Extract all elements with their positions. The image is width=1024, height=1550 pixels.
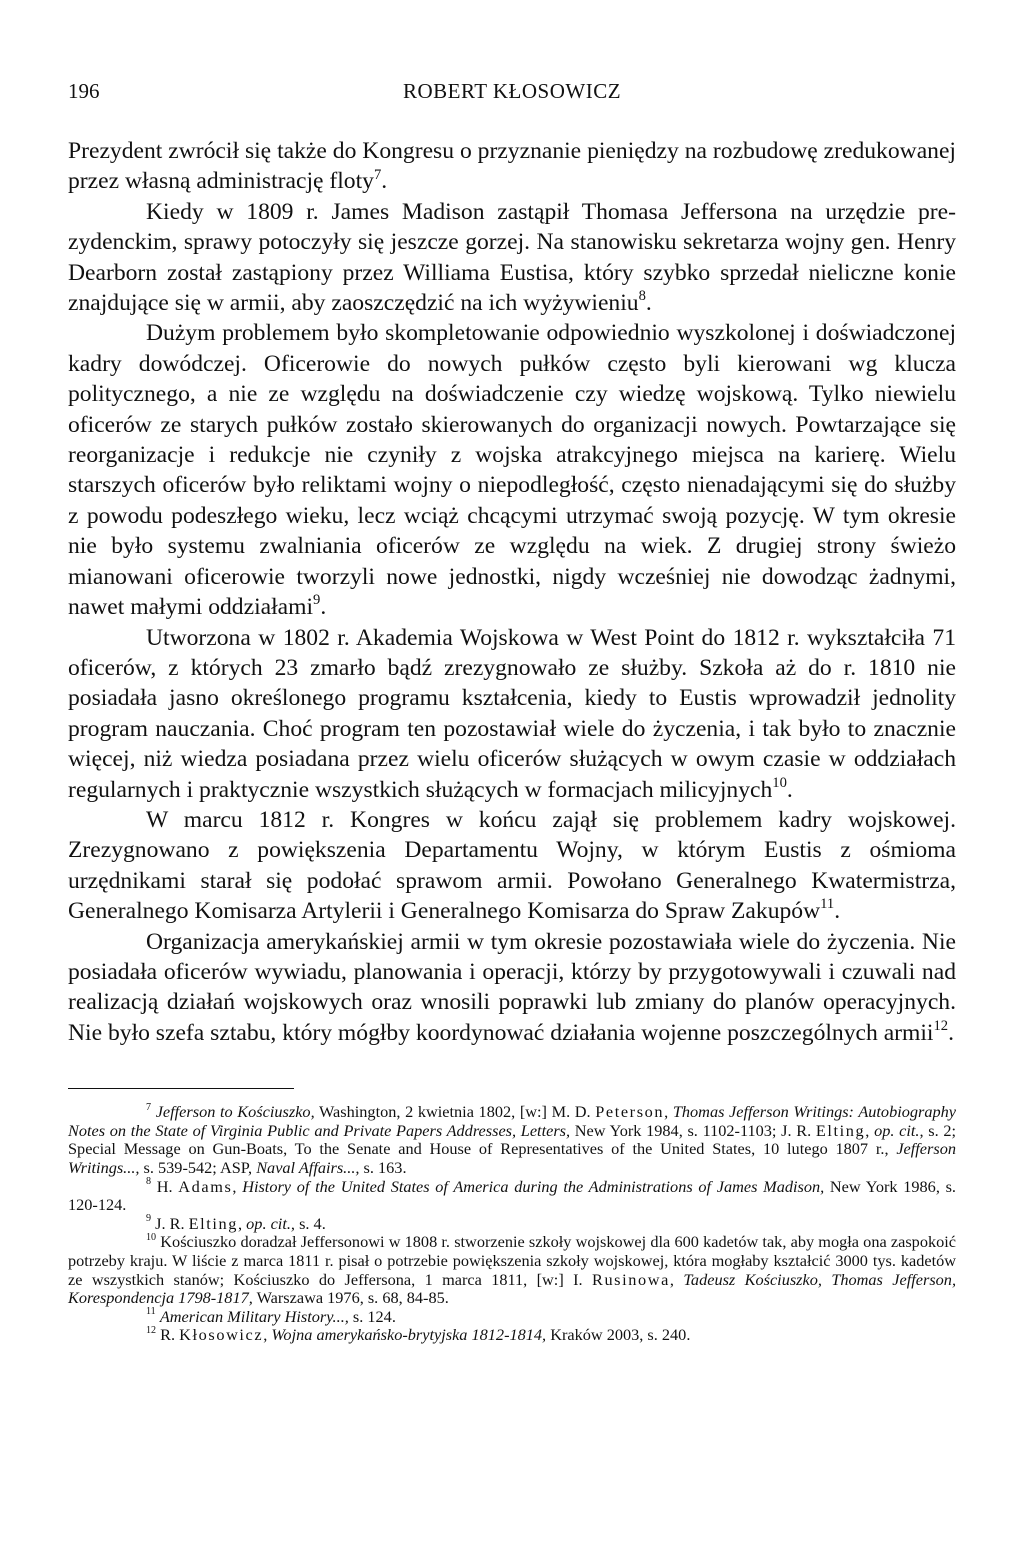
paragraph-3: Dużym problemem było skompletowanie odpowiednio wyszkolonej i doświadczonej kadry dowódczej. Oficerowie do nowych pułków często byli kierowani wg klucza politycznego, a nie ze względu na doświadczenie czy wiedzę wojskową. Tylko niewielu oficerów ze starych pułków zostało skierowanych do organizacji nowych. Powtarzające się reorganizacje i redukcje nie czyniły z wojska atrakcyjnego miejsca na karierę. Wielu starszych oficerów było reliktami wojny o niepodległość, często nienadającymi się do służby z powodu podeszłego wieku, lecz wciąż chcącymi utrzymać swoją pozycję. W tym okresie nie było systemu zwalniania oficerów ze względu na wiek. Z drugiej strony świeżo mianowani oficerowie tworzyli nowe jednostki, nigdy wcześniej nie dowodząc żadnymi, nawet małymi oddziałami$^9$. xyxy=(68,320,956,621)
footnote-ref-11: 11 xyxy=(820,896,835,913)
paragraph-5: W marcu 1812 r. Kongres w końcu zajął się problemem kadry wojskowej. Zrezygnowano z powiększenia Departamentu Wojny, w którym Eustis z ośmioma urzędnikami starał się podołać sprawom armii. Powołano Generalnego Kwatermistrza, Generalnego Komisarza Artylerii i Generalnego Komisarza do Spraw Zakupów$^{11}$. xyxy=(68,806,956,925)
footnotes xyxy=(68,1103,956,1345)
footnote-8: $^8$ H. Adams, History of the United States of America during the Administrations of James Madison, New York 1986, s. 120-124. xyxy=(68,1176,956,1215)
paragraph-2: Kiedy w 1809 r. James Madison zastąpił Thomasa Jeffersona na urzędzie prezydenckim, sprawy potoczyły się jeszcze gorzej. Na stanowisku sekretarza wojny gen. Henry Dearborn został zastąpiony przez Williama Eustisa, który szybko sprzedał nieliczne konie znajdujące się w armii, aby zaoszczędzić na ich wyżywieniu$^8$. xyxy=(68,198,956,317)
paragraph-1: Prezydent zwrócił się także do Kongresu o przyznanie pieniędzy na rozbudowę zredukowanej przez własną administrację floty$^7$. xyxy=(68,138,956,195)
running-head-author: ROBERT KŁOSOWICZ xyxy=(402,79,622,103)
footnote-ref-12: 12 xyxy=(933,1017,949,1034)
paragraph-4: Utworzona w 1802 r. Akademia Wojskowa w West Point do 1812 r. wykształciła 71 oficerów, z których 23 zmarło bądź zrezygnowało ze służby. Szkoła aż do r. 1810 nie posiadała jasno określonego programu kształcenia, kiedy to Eustis wprowadził jednolity program nauczania. Choć program ten pozostawiał wiele do życzenia, i tak było to znacznie więcej, niż wiedza posiadana przez wielu oficerów służących w owym czasie w oddziałach regularnych i praktycznie wszystkich służących w formacjach milicyjnych$^{10}$. xyxy=(68,624,956,803)
footnote-9: $^9$ J. R. Elting, op. cit., s. 4. xyxy=(146,1213,326,1233)
page-number: 196 xyxy=(68,79,100,103)
footnote-10: $^{10}$ Kościuszko doradzał Jeffersonowi w 1808 r. stworzenie szkoły wojskowej dla 600 kadetów tak, aby mogła ona zaspokoić potrzeby kraju. W liście z marca 1811 r. pisał o potrzebie powiększenia szkoły wojskowej, która mogłaby kształcić 3000 tys. kadetów ze wszystkich stanów; Kościuszko do Jeffersona, 1 marca 1811, [w:] I. Rusinowa, Tadeusz Kościuszko, Thomas Jefferson, Korespondencja 1798-1817, Warszawa 1976, s. 68, 84-85. xyxy=(68,1231,957,1308)
footnote-ref-9: 9 xyxy=(313,592,321,609)
footnote-ref-8: 8 xyxy=(638,288,646,305)
footnote-12: $^{12}$ R. Kłosowicz, Wojna amerykańsko-brytyjska 1812-1814, Kraków 2003, s. 240. xyxy=(146,1324,691,1345)
footnote-ref-10: 10 xyxy=(772,774,787,791)
footnote-7: $^7$ Jefferson to Kościuszko, Washington, 2 kwietnia 1802, [w:] M. D. Peterson, Thomas Jefferson Writings: Autobiography Notes on the State of Virginia Public and Private Papers Addresses, Letters, New York 1984, s. 1102-1103; J. R. Elting, op. cit., s. 2; Special Message on Gun-Boats, To the Senate and House of Representatives of the United States, 10 lutego 1807 r., Jefferson Writings..., s. 539-542; ASP, Naval Affairs..., s. 163. xyxy=(68,1101,956,1177)
footnote-separator xyxy=(68,1088,294,1089)
page-header xyxy=(68,78,956,118)
book-page xyxy=(68,78,956,1345)
main-text xyxy=(68,136,956,1048)
footnote-ref-7: 7 xyxy=(373,166,382,183)
paragraph-6: Organizacja amerykańskiej armii w tym okresie pozostawiała wiele do życzenia. Nie posiadała oficerów wywiadu, planowania i operacji, którzy by przygotowywali i czuwali nad realizacją działań wojskowych oraz wnosili poprawki lub zmiany do planów operacyjnych. Nie było szefa sztabu, który mógłby koordynować działania wojenne poszczególnych armii$^{12}$. xyxy=(68,928,956,1046)
footnote-11: $^{11}$ American Military History..., s. 124. xyxy=(146,1306,396,1326)
